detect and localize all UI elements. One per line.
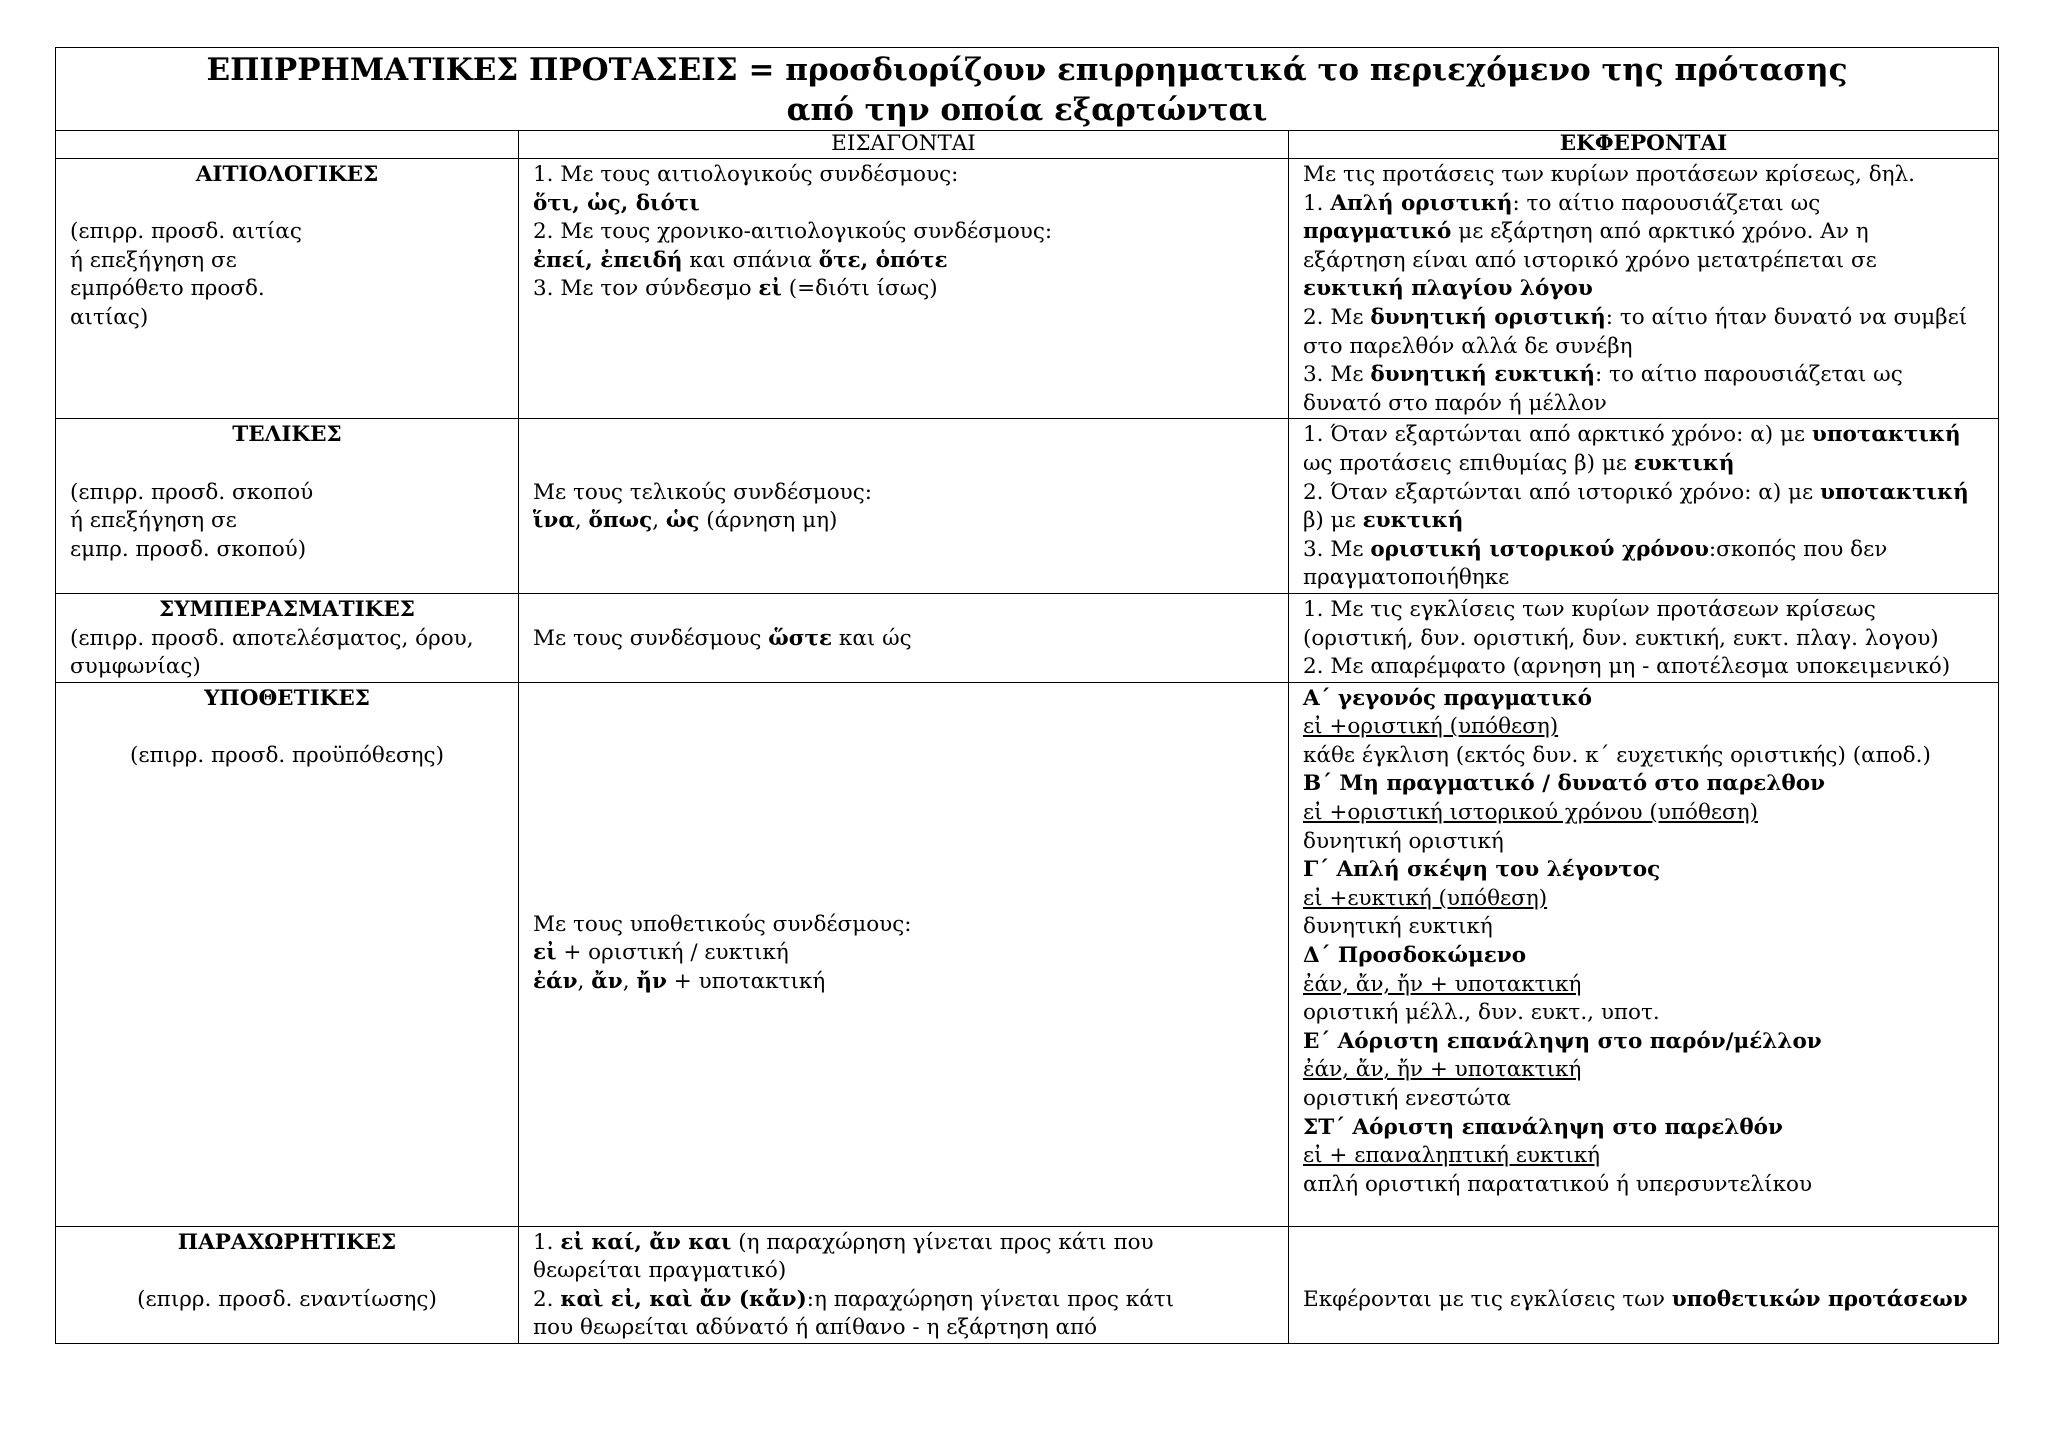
text: + οριστική / ευκτική: [556, 940, 789, 966]
title-row: [56, 48, 1999, 131]
expr-line: Γ΄ Απλή σκέψη του λέγοντος: [1303, 857, 1661, 883]
expr-line: [1303, 450, 1984, 479]
text: Εκφέρονται με τις εγκλίσεις των: [1303, 1286, 1672, 1312]
text: 3. Με τον σύνδεσμο: [533, 276, 759, 302]
text: ,: [574, 508, 589, 534]
row-symperasmatikes: [56, 593, 1999, 682]
expr-line: ἐάν, ἄν, ἤν + υποτακτική: [1303, 1057, 1582, 1083]
clause-desc-line: εμπρόθετο προσδ.: [70, 276, 265, 302]
bold-term: ἵνα: [533, 508, 575, 534]
expr-line: πραγματοποιήθηκε: [1303, 565, 1510, 591]
bold-term: υποτακτική: [1811, 422, 1961, 448]
row-paraxoritikes-expr: [1289, 1226, 1999, 1343]
expr-line: [1303, 421, 1984, 450]
intro-line: Με τους υποθετικούς συνδέσμους:: [533, 911, 912, 937]
bold-term: εἰ καί, ἄν και: [560, 1229, 732, 1255]
text: :η παραχώρηση γίνεται προς κάτι: [806, 1286, 1175, 1312]
bold-term: εἰ: [533, 940, 557, 966]
text: : το αίτιο παρουσιάζεται ως: [1512, 190, 1821, 216]
text: Με τους συνδέσμους: [533, 625, 769, 651]
bold-term: δυνητική ευκτική: [1370, 362, 1595, 388]
row-symperasmatikes-intro: [519, 593, 1289, 682]
expr-line: απλή οριστική παρατατικού ή υπερσυντελίκου: [1303, 1171, 1813, 1197]
row-ypothetikes-name: [56, 682, 519, 1226]
expr-line: [1303, 1286, 1984, 1315]
clause-name: ΤΕΛΙΚΕΣ: [232, 422, 342, 448]
spacer: [70, 190, 504, 219]
expr-line: κάθε έγκλιση (εκτός δυν. κ΄ ευχετικής οριστικής) (αποδ.): [1303, 742, 1931, 768]
clause-desc-line: (επιρρ. προσδ. προϋπόθεσης): [130, 742, 444, 768]
text: 2. Με: [1303, 304, 1371, 330]
clause-desc-line: (επιρρ. προσδ. αποτελέσματος, όρου,: [70, 625, 474, 651]
text: και ώς: [832, 625, 912, 651]
expr-line: οριστική ενεστώτα: [1303, 1086, 1512, 1111]
expr-line: [1303, 479, 1984, 508]
expr-line: εἰ +ευκτική (υπόθεση): [1303, 885, 1548, 911]
text: ως προτάσεις επιθυμίας β) με: [1303, 450, 1634, 476]
expr-line: Β΄ Μη πραγματικό / δυνατό στο παρελθον: [1303, 771, 1826, 797]
row-aitiologikes-intro: [519, 159, 1289, 419]
clause-desc-line: αιτίας): [70, 304, 149, 330]
header-row: [56, 131, 1999, 159]
table-title: [56, 48, 1999, 131]
bold-term: Απλή οριστική: [1330, 190, 1513, 216]
clause-name: ΠΑΡΑΧΩΡΗΤΙΚΕΣ: [177, 1229, 397, 1255]
expr-line: Ε΄ Αόριστη επανάληψη στο παρόν/μέλλον: [1303, 1028, 1822, 1054]
expr-line: εἰ +οριστική ιστορικού χρόνου (υπόθεση): [1303, 800, 1758, 826]
bold-term: πραγματικό: [1303, 219, 1452, 245]
row-aitiologikes-expr: [1289, 159, 1999, 419]
spacer: [70, 1257, 504, 1286]
text: και σπάνια: [682, 247, 819, 273]
expr-line: [1303, 536, 1984, 565]
row-aitiologikes-name: [56, 159, 519, 419]
expr-line: 2. Με απαρέμφατο (αρνηση μη - αποτέλεσμα υποκειμενικό): [1303, 654, 1951, 680]
bold-term: ευκτική: [1362, 508, 1464, 534]
intro-line: 2. Με τους χρονικο-αιτιολογικούς συνδέσμους:: [533, 219, 1053, 245]
bold-term: οριστική ιστορικού χρόνου: [1370, 536, 1709, 562]
bold-term: καὶ εἰ, καὶ ἄν (κἄν): [560, 1286, 807, 1312]
row-ypothetikes-expr: [1289, 682, 1999, 1226]
expr-line: 1. Με τις εγκλίσεις των κυρίων προτάσεων κρίσεως: [1303, 596, 1876, 622]
expr-line: δυνατό στο παρόν ή μέλλον: [1303, 390, 1607, 416]
bold-term: δυνητική οριστική: [1370, 304, 1606, 330]
expr-line: [1303, 361, 1984, 390]
text: 2. Όταν εξαρτώνται από ιστορικό χρόνο: α) με: [1303, 479, 1820, 505]
text: : το αίτιο ήταν δυνατό να συμβεί: [1605, 304, 1968, 330]
row-telikes-intro: [519, 419, 1289, 594]
text: : το αίτιο παρουσιάζεται ως: [1594, 362, 1903, 388]
spacer: [1303, 1229, 1984, 1258]
title-line-1: ΕΠΙΡΡΗΜΑΤΙΚΕΣ ΠΡΟΤΑΣΕΙΣ = προσδιορίζουν επιρρηματικά το περιεχόμενο της πρότασης: [206, 52, 1848, 88]
clause-name: ΑΙΤΙΟΛΟΓΙΚΕΣ: [195, 162, 379, 187]
intro-line: θεωρείται πραγματικό): [533, 1258, 787, 1284]
expr-line: εἰ +οριστική (υπόθεση): [1303, 714, 1559, 740]
intro-line: [533, 507, 1274, 536]
intro-line: Με τους τελικούς συνδέσμους:: [533, 479, 873, 505]
text: 1. Όταν εξαρτώνται από αρκτικό χρόνο: α) με: [1303, 422, 1812, 448]
expr-line: ἐάν, ἄν, ἤν + υποτακτική: [1303, 971, 1582, 997]
expr-line: ευκτική πλαγίου λόγου: [1303, 276, 1593, 302]
expr-line: Με τις προτάσεις των κυρίων προτάσεων κρίσεως, δηλ.: [1303, 162, 1916, 187]
intro-line: [533, 247, 1274, 276]
bold-term: ἄν: [591, 968, 623, 994]
intro-line: που θεωρείται αδύνατό ή απίθανο - η εξάρτηση από: [533, 1315, 1098, 1341]
expr-line: [1303, 304, 1984, 333]
expr-line: εἰ + επαναληπτική ευκτική: [1303, 1143, 1601, 1169]
header-eisagontai: ΕΙΣΑΓΟΝΤΑΙ: [519, 131, 1289, 159]
text: β) με: [1303, 508, 1363, 534]
text: :σκοπός που δεν: [1708, 536, 1888, 562]
text: 2.: [533, 1286, 561, 1312]
expr-line: δυνητική ευκτική: [1303, 914, 1493, 940]
text: ,: [652, 508, 666, 534]
intro-line: [533, 1229, 1274, 1258]
bold-term: υποτακτική: [1820, 479, 1969, 505]
expr-line: [1303, 190, 1984, 219]
bold-term: ὅπως: [588, 508, 653, 534]
spacer: [70, 450, 504, 479]
bold-term: ευκτική: [1633, 450, 1735, 476]
spacer: [533, 596, 1274, 625]
bold-term: ὥστε: [768, 625, 833, 651]
text: + υποτακτική: [666, 968, 826, 994]
row-telikes-name: [56, 419, 519, 594]
row-paraxoritikes-intro: [519, 1226, 1289, 1343]
intro-line: ὅτι, ὡς, διότι: [533, 190, 700, 216]
expr-line: δυνητική οριστική: [1303, 828, 1504, 854]
row-telikes: [56, 419, 1999, 594]
clause-name: ΥΠΟΘΕΤΙΚΕΣ: [204, 685, 370, 711]
clause-desc-line: εμπρ. προσδ. σκοπού): [70, 536, 307, 562]
expr-line: [1303, 218, 1984, 247]
text: ,: [622, 968, 637, 994]
text: με εξάρτηση από αρκτικό χρόνο. Αν η: [1451, 219, 1869, 245]
row-ypothetikes: [56, 682, 1999, 1226]
clause-desc-line: ή επεξήγηση σε: [70, 508, 237, 534]
bold-term: ἤν: [636, 968, 667, 994]
text: (άρνηση μη): [699, 508, 838, 534]
intro-line: [533, 275, 1274, 304]
row-aitiologikes: [56, 159, 1999, 419]
bold-term: υποθετικών προτάσεων: [1671, 1286, 1968, 1312]
row-ypothetikes-intro: [519, 682, 1289, 1226]
clause-desc-line: συμφωνίας): [70, 654, 201, 680]
text: 1.: [1303, 190, 1331, 216]
clause-desc-line: (επιρρ. προσδ. σκοπού: [70, 479, 314, 505]
spacer: [1303, 1257, 1984, 1286]
expr-line: Α΄ γεγονός πραγματικό: [1303, 685, 1592, 711]
expr-line: [1303, 507, 1984, 536]
row-paraxoritikes-name: [56, 1226, 519, 1343]
bold-term: ἐάν: [533, 968, 578, 994]
row-symperasmatikes-expr: [1289, 593, 1999, 682]
text: (η παραχώρηση γίνεται προς κάτι που: [731, 1229, 1154, 1255]
intro-line: [533, 1286, 1274, 1315]
spacer: [70, 713, 504, 742]
expr-line: ΣΤ΄ Αόριστη επανάληψη στο παρελθόν: [1303, 1114, 1783, 1140]
text: ,: [577, 968, 592, 994]
bold-term: ὅτε, ὁπότε: [818, 247, 948, 273]
clause-name: ΣΥΜΠΕΡΑΣΜΑΤΙΚΕΣ: [159, 596, 415, 622]
clause-desc-line: (επιρρ. προσδ. αιτίας: [70, 219, 302, 245]
expr-line: στο παρελθόν αλλά δε συνέβη: [1303, 333, 1633, 359]
bold-term: ὡς: [665, 508, 700, 534]
bold-term: εἰ: [758, 276, 782, 302]
intro-line: [533, 968, 1274, 997]
intro-line: [533, 625, 1274, 654]
text: (=διότι ίσως): [781, 276, 938, 302]
intro-line: [533, 939, 1274, 968]
header-ekferontai: ΕΚΦΕΡΟΝΤΑΙ: [1289, 131, 1999, 159]
row-paraxoritikes: [56, 1226, 1999, 1343]
clause-desc-line: (επιρρ. προσδ. εναντίωσης): [137, 1286, 437, 1312]
text: 3. Με: [1303, 362, 1371, 388]
clause-desc-line: ή επεξήγηση σε: [70, 247, 237, 273]
spacer: [533, 421, 1274, 450]
expr-line: οριστική μέλλ., δυν. ευκτ., υποτ.: [1303, 1000, 1660, 1026]
row-symperasmatikes-name: [56, 593, 519, 682]
expr-line: Δ΄ Προσδοκώμενο: [1303, 943, 1527, 969]
text: 3. Με: [1303, 536, 1371, 562]
spacer: [533, 450, 1274, 479]
clauses-table: [55, 47, 1999, 1344]
intro-line: 1. Με τους αιτιολογικούς συνδέσμους:: [533, 162, 959, 187]
expr-line: (οριστική, δυν. οριστική, δυν. ευκτική, ευκτ. πλαγ. λογου): [1303, 625, 1939, 651]
text: 1.: [533, 1229, 561, 1255]
title-line-2: από την οποία εξαρτώνται: [786, 92, 1268, 128]
expr-line: εξάρτηση είναι από ιστορικό χρόνο μετατρέπεται σε: [1303, 247, 1877, 273]
header-empty: [56, 131, 519, 159]
row-telikes-expr: [1289, 419, 1999, 594]
bold-term: ἐπεί, ἐπειδή: [533, 247, 683, 273]
